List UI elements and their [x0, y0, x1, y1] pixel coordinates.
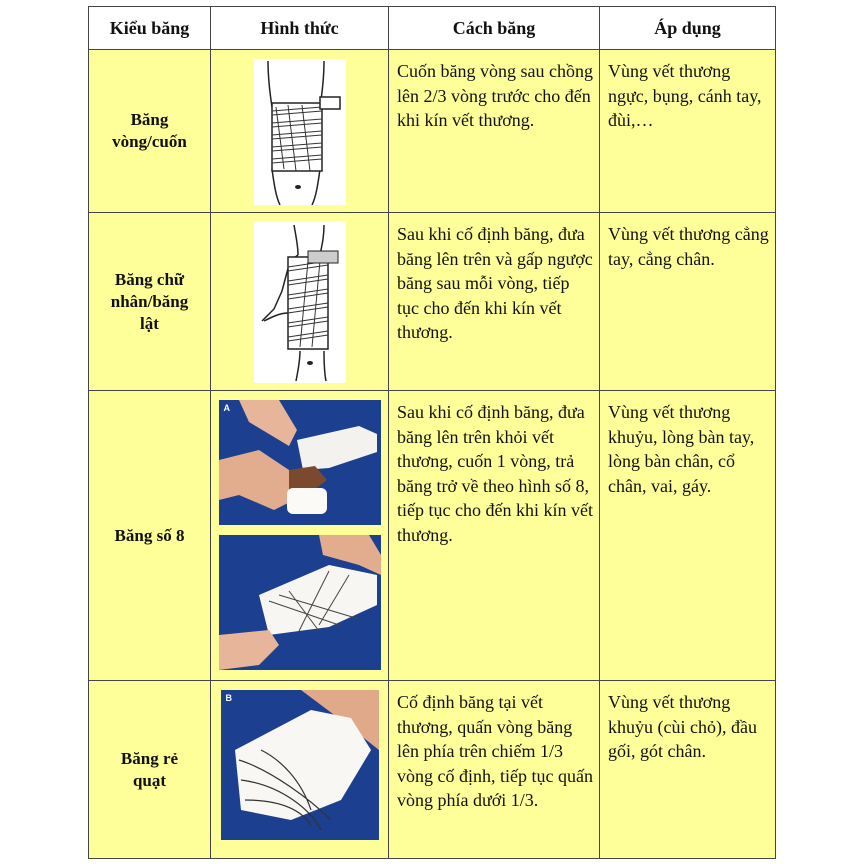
table-row	[89, 50, 776, 213]
method-text: Cố định băng tại vết thương, quấn vòng băng lên phía trên chiếm 1/3 vòng cố định, tiếp tục quấn vòng phía dưới 1/3.	[389, 681, 600, 859]
bandage-type-label: Băng rẻ quạt	[120, 748, 179, 790]
fan-bandage-photo	[221, 690, 379, 840]
bandage-type	[89, 681, 211, 859]
figure-eight-photo-b	[219, 535, 381, 670]
bandage-type-label: Băng vòng/cuốn	[112, 110, 187, 151]
photo-cell	[211, 681, 389, 859]
apply-text: Vùng vết thương khuỷu, lòng bàn tay, lòng bàn chân, cổ chân, vai, gáy.	[600, 391, 776, 681]
illustration-cell	[211, 50, 389, 213]
spiral-reverse-bandage-drawing	[254, 221, 346, 383]
figure-eight-photo-a	[219, 400, 381, 525]
header-method: Cách băng	[389, 7, 600, 50]
illustration-cell	[211, 213, 389, 391]
bandage-table	[88, 6, 776, 859]
method-text: Sau khi cố định băng, đưa băng lên trên khỏi vết thương, cuốn 1 vòng, trả băng trở về theo hình số 8, tiếp tục cho đến khi kín vết thương.	[389, 391, 600, 681]
header-type: Kiểu băng	[89, 7, 211, 50]
method-text: Sau khi cố định băng, đưa băng lên trên và gấp ngược băng sau mỗi vòng, tiếp tục cho đến khi kín vết thương.	[389, 213, 600, 391]
header-form: Hình thức	[211, 7, 389, 50]
bandage-type	[89, 50, 211, 213]
bandage-type-label: Băng số 8	[114, 525, 185, 545]
bandage-type-label: Băng chữ nhân/băng lật	[110, 269, 189, 333]
apply-text: Vùng vết thương ngực, bụng, cánh tay, đùi,…	[600, 50, 776, 213]
header-row	[89, 7, 776, 50]
table-row	[89, 391, 776, 681]
header-apply: Áp dụng	[600, 7, 776, 50]
apply-text: Vùng vết thương khuỷu (cùi chỏ), đầu gối, gót chân.	[600, 681, 776, 859]
bandage-type	[89, 213, 211, 391]
method-text: Cuốn băng vòng sau chồng lên 2/3 vòng trước cho đến khi kín vết thương.	[389, 50, 600, 213]
photo-label-a: A	[223, 403, 230, 413]
bandage-type	[89, 391, 211, 681]
circular-bandage-drawing	[254, 59, 346, 205]
table-row	[89, 213, 776, 391]
photo-cell	[211, 391, 389, 681]
photo-label-b: B	[225, 693, 232, 703]
apply-text: Vùng vết thương cẳng tay, cẳng chân.	[600, 213, 776, 391]
table-row	[89, 681, 776, 859]
